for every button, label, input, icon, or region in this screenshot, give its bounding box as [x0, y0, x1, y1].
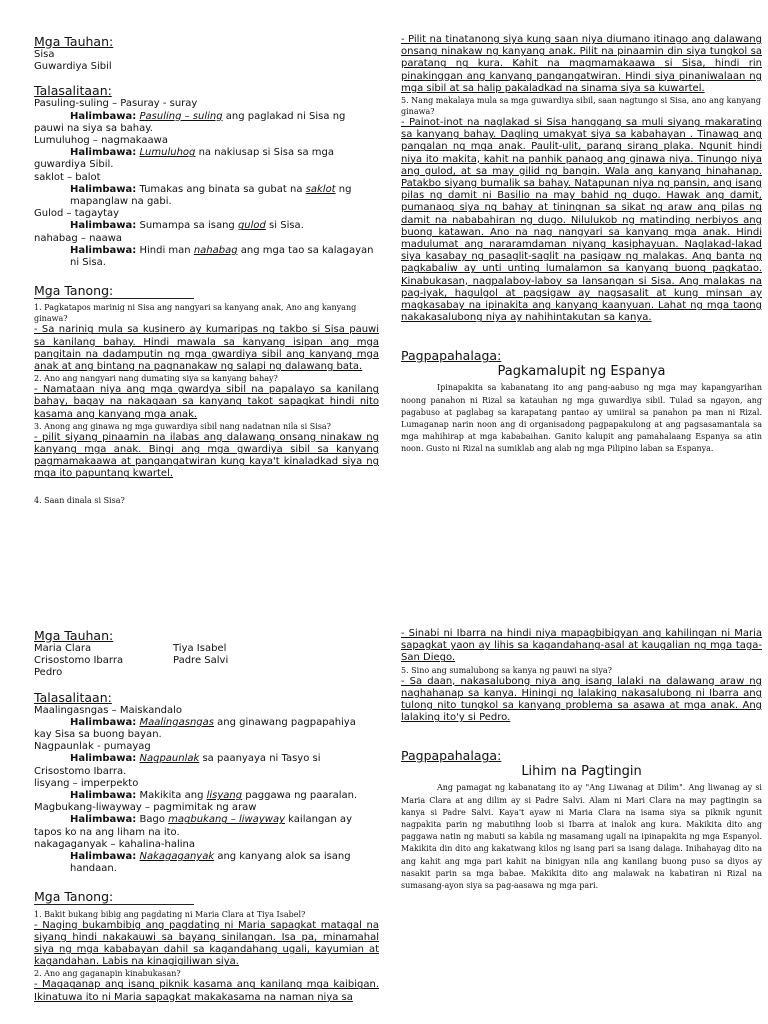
example-text: sa paanyaya ni Tasyo si [199, 753, 321, 765]
reflection-title: Pagkamalupit ng Espanya [497, 364, 666, 380]
example-continuation: ni Sisa. [70, 257, 106, 269]
example-continuation: guwardiya Sibil. [34, 159, 114, 171]
question-text: 4. Saan dinala si Sisa? [34, 495, 125, 505]
talasalitaan-heading: Talasalitaan: [34, 83, 112, 99]
tauhan-heading: Mga Tauhan: [34, 34, 114, 49]
answer-text: - Painot-inot na naglakad si Sisa hanggang sa muli siyang makarating sa kanyang bahay. Dagling umakyat siya sa kabahayan . Tinawag ang pangalan ng mga anak. Paulit-ulit, parang sirang plaka. Ngunit hindi niya ito makita, kahit na panhik panaog ang ginawa niya. Tinungo niya ang gulod, at sa may gilid ng bangin. Wala ang kanyang hinahanap. Patakbo siyang bumalik sa bahay. Natapunan niya ng pansin, ang isang pilas ng damit ni Basilio na may bahid ng dugo. Hawak ang damit, pumanaog siya ng bahay at tiningnan sa sikat ng araw ang pilas ng damit na nababahiran ng dugo. Nilulukob ng matinding nerbiyos ang buong katawan. Ano na nag nangyari sa kanyang mga anak. Hindi madulumat ang nararamdaman niyang kasiphayuan. Naglakad-lakad siya kasabay ng pasaglit-saglit na pasigaw ng malakas. Ang banta ng pagkabaliw ay unti unting lumalamon sa kanyang buong pagkatao. Kinabukasan, nagpalaboy-laboy sa lansangan si Sisa. Ang malakas na pag-iyak, hagulgol at pagsigaw ay nagsasalit at kung minsan ay magkasabay na ipinakita ang kanyang kaanyuan. Lahat ng mga taong nakakasalubong niya ay nahihintakutan sa kanya. [401, 117, 762, 324]
vocab-example [34, 111, 379, 123]
question-text: 3. Anong ang ginawa ng mga guwardiya sibil nang nadatnan nila si Sisa? [34, 421, 331, 431]
section-sisa-left [34, 34, 379, 506]
tanong-heading: Mga Tanong: [34, 283, 194, 299]
vocabulary-list [34, 705, 379, 876]
character-row [34, 655, 379, 667]
question-text: 5. Nang makalaya mula sa mga guwardiya sibil, saan nagtungo si Sisa, ano ang kanyang ginawa? [401, 96, 761, 117]
example-text: Bago [139, 814, 169, 826]
example-word: Maalingasngas [139, 716, 214, 728]
example-text: si Sisa. [265, 220, 304, 232]
vocab-term: Lumuluhog – nagmakaawa [34, 135, 168, 147]
answer-text: - pilit siyang pinaamin na ilabas ang dalawang onsang ninakaw ng kanyang mga anak. Bingi ang mga gwardiya sibil sa kanyang pagmamakaawa at pangangatwiran kung kaya't kinaladkad siya ng mga ito papuntang kwartel. [34, 431, 379, 480]
answer-text: - Sa daan, nakasalubong niya ang isang lalaki na dalawang araw ng naghahanap sa kanya. Hiningi ng lalaking nakasalubong ni Ibarra ang tulong nito tungkol sa kanyang problema sa asawa at mga anak. Ang lalaking ito'y si Pedro. [401, 675, 762, 724]
example-continuation: pauwi na siya sa bahay. [34, 122, 153, 134]
example-word: nahabag [193, 244, 238, 256]
halimbawa-label: Halimbawa: [70, 110, 137, 122]
example-text: na nakiusap si Sisa sa mga [195, 147, 335, 159]
tanong-heading: Mga Tanong: [34, 889, 194, 905]
halimbawa-label: Halimbawa: [70, 851, 137, 863]
vocab-example [34, 814, 379, 826]
pagpapahalaga-heading: Pagpapahalaga: [401, 748, 502, 764]
example-word: lisyang [206, 790, 243, 802]
example-word: Lumuluhog [139, 147, 196, 159]
reflection-paragraph: Ipinapakita sa kabanatang ito ang pang-aabuso ng mga may kapangyarihan noong panahon ni Rizal sa katauhan ng mga guwardiya sibil. Tulad sa ngayon, ang pagabuso at paglabag sa karapatang pantao ay umiiral sa panahon pa man ni Rizal. Lumaganap narin noon ang di organisadong pagpapakulong at ang pagsasamantala sa mga mahihirap at mga kababaihan. Ganito kalupit ang pamahalaang Espanya sa atin noon. Gusto ni Rizal na sumiklab ang alab ng mga Pilipino laban sa Espanya. [401, 383, 762, 454]
character-name: Padre Salvi [173, 655, 229, 667]
section-maria-right [401, 628, 762, 892]
vocab-example [34, 753, 379, 765]
vocab-example [34, 245, 379, 257]
tauhan-heading: Mga Tauhan: [34, 628, 114, 643]
reflection-title: Lihim na Pagtingin [521, 764, 642, 780]
vocab-term: lisyang – imperpekto [34, 777, 139, 789]
halimbawa-label: Halimbawa: [70, 753, 137, 765]
section-maria-left [34, 628, 379, 1004]
example-text: Tumakas ang binata sa gubat na [139, 183, 306, 195]
halimbawa-label: Halimbawa: [70, 147, 137, 159]
example-continuation: tapos ko na ang liham na ito. [34, 826, 180, 838]
character-name: Tiya Isabel [173, 643, 227, 654]
character-name: Crisostomo Ibarra [34, 655, 124, 667]
vocab-term: Nagpaunlak - pumayag [34, 741, 151, 753]
question-text: 2. Ano ang gaganapin kinabukasan? [34, 969, 181, 979]
questions-list [34, 302, 379, 505]
answer-text: - Pilit na tinatanong siya kung saan niya diumano itinago ang dalawang onsang ninakaw ng kanyang anak. Pilit na pinaamin din siya tungkol sa paratang ng kura. Kahit na magmamakaawa si Sisa, hindi rin pinakinggan ang kanyang pangangatwiran. Hindi siya pinaniwalaan ng mga sibil at sa halip pakaladkad na sinama siya sa kuwartel. [401, 34, 762, 94]
vocab-example [34, 790, 379, 802]
vocab-term: nakagaganyak – kahalina-halina [34, 838, 196, 850]
example-continuation: handaan. [70, 863, 117, 875]
example-word: Nakagaganyak [139, 851, 215, 863]
vocab-term: Magbukang-liwayway – pagmimitak ng araw [34, 802, 257, 814]
question-text: 5. Sino ang sumalubong sa kanya ng pauwi na siya? [401, 665, 612, 675]
question-text: 2. Ano ang nangyari nang dumating siya sa kanyang bahay? [34, 374, 278, 384]
halimbawa-label: Halimbawa: [70, 716, 137, 728]
example-text: ang kanyang alok sa isang [214, 851, 351, 863]
example-word: Nagpaunlak [139, 753, 200, 765]
vocab-term: saklot – balot [34, 171, 101, 183]
vocab-example [34, 220, 379, 232]
questions-list [34, 909, 379, 1004]
example-text: Sumampa sa isang [139, 220, 238, 232]
character-name: Pedro [34, 667, 63, 679]
example-text: paggawa ng paaralan. [242, 790, 358, 802]
reflection-paragraph: Ang pamagat ng kabanatang ito ay "Ang Liwanag at Dilim". Ang liwanag ay si Maria Clara at ang dilim ay si Padre Salvi. Alam ni Mari Clara na may pagtingin sa kanya si Padre Salvi. Kaya't ayaw ni Maria Clara na isama siya sa piknik ngunit nagpakita parin ng mabutihng loob si Ibarra at inalok ang kura. Makikita dito ang paggawa natin ng mabuti sa kabila ng masamang ugali na ipinapakita ng mga Espanyol. Makikita din dito ang kakatwang kilos ng isang pari sa isang dalaga. Inihahayag dito na ang kahit ang mga pari kahit na binigyan nila ang kanilang buong puso sa diyos ay nasakit parin sa mga babae. Makikita dito ang malawak na kabatiran ni Rizal na sumasang-ayon siya sa pag-aasawa ng mga pari. [401, 783, 762, 891]
vocab-term: Maalingasngas – Maiskandalo [34, 704, 183, 716]
example-word: gulod [237, 220, 266, 232]
example-text: ng [335, 183, 352, 195]
halimbawa-label: Halimbawa: [70, 183, 137, 195]
answer-text: - Namataan niya ang mga gwardya sibil na papalayo sa kanilang bahay, bagay na nakagaan sa kanyang takot sapagkat hindi nito kasama ang kanyang mga anak. [34, 384, 379, 420]
vocab-term: Pasuling-suling – Pasuray - suray [34, 98, 198, 110]
example-text: Makikita ang [139, 790, 207, 802]
character-row [34, 643, 379, 655]
answer-text: - Sinabi ni Ibarra na hindi niya mapagbibigyan ang kahilingan ni Maria sapagkat yaon ay lihis sa kagandahang-asal at kaugalian ng mga taga- San Diego. [401, 628, 762, 664]
question-text: 1. Pagkatapos marinig ni Sisa ang nangyari sa kanyang anak, Ano ang kanyang ginawa? [34, 303, 357, 324]
vocab-term: Gulod – tagaytay [34, 208, 120, 220]
example-text: ang paglakad ni Sisa ng [222, 110, 346, 122]
halimbawa-label: Halimbawa: [70, 244, 137, 256]
example-text: ang ginawang pagpapahiya [213, 716, 356, 728]
vocab-example [34, 184, 379, 196]
question-text: 1. Bakit bukang bibig ang pagdating ni Maria Clara at Tiya Isabel? [34, 909, 306, 919]
character-name: Sisa [34, 49, 55, 60]
vocab-example [34, 717, 379, 729]
talasalitaan-heading: Talasalitaan: [34, 689, 112, 705]
halimbawa-label: Halimbawa: [70, 790, 137, 802]
vocabulary-list [34, 98, 379, 269]
halimbawa-label: Halimbawa: [70, 814, 137, 826]
example-word: magbukang – liwayway [168, 814, 285, 826]
example-word: saklot [305, 183, 336, 195]
example-word: Pasuling – suling [139, 110, 223, 122]
vocab-term: nahabag – naawa [34, 232, 123, 244]
answer-text: - Naging bukambibig ang pagdating ni Maria sapagkat matagal na siyang hindi nakakauwi sa bayang sinilangan. Isa pa, minamahal siya ng mga kababayan dahil sa kagandahang ugali, kayumian at kagandahan. Labis na kinagigiliwan siya. [34, 919, 379, 968]
example-text: kailangan ay [285, 814, 352, 826]
example-text: Hindi man [139, 244, 194, 256]
pagpapahalaga-heading: Pagpapahalaga: [401, 348, 502, 364]
character-name: Maria Clara [34, 643, 92, 654]
example-text: ang mga tao sa kalagayan [237, 244, 374, 256]
answer-text: - Sa narinig mula sa kusinero ay kumaripas ng takbo si Sisa pauwi sa kanilang bahay. Hindi mawala sa kanyang isipan ang mga pangitain na dadamputin ng mga gwardiya sibil ang kanyang mga anak at ang bintang na pagnanakaw ng salapi ng dalawang bata. [34, 324, 379, 373]
example-continuation: Crisostomo Ibarra. [34, 765, 127, 777]
character-name: Guwardiya Sibil [34, 61, 112, 73]
vocab-example [34, 851, 379, 863]
example-continuation: mapanglaw na gabi. [70, 196, 172, 208]
vocab-example [34, 147, 379, 159]
section-sisa-right [401, 34, 762, 456]
answer-text: - Magaganap ang isang piknik kasama ang kanilang mga kaibigan. Ikinatuwa ito ni Maria sapagkat makakasama na naman niya sa [34, 979, 379, 1003]
example-continuation: kay Sisa sa buong bayan. [34, 729, 162, 741]
halimbawa-label: Halimbawa: [70, 220, 137, 232]
character-row [34, 667, 379, 679]
